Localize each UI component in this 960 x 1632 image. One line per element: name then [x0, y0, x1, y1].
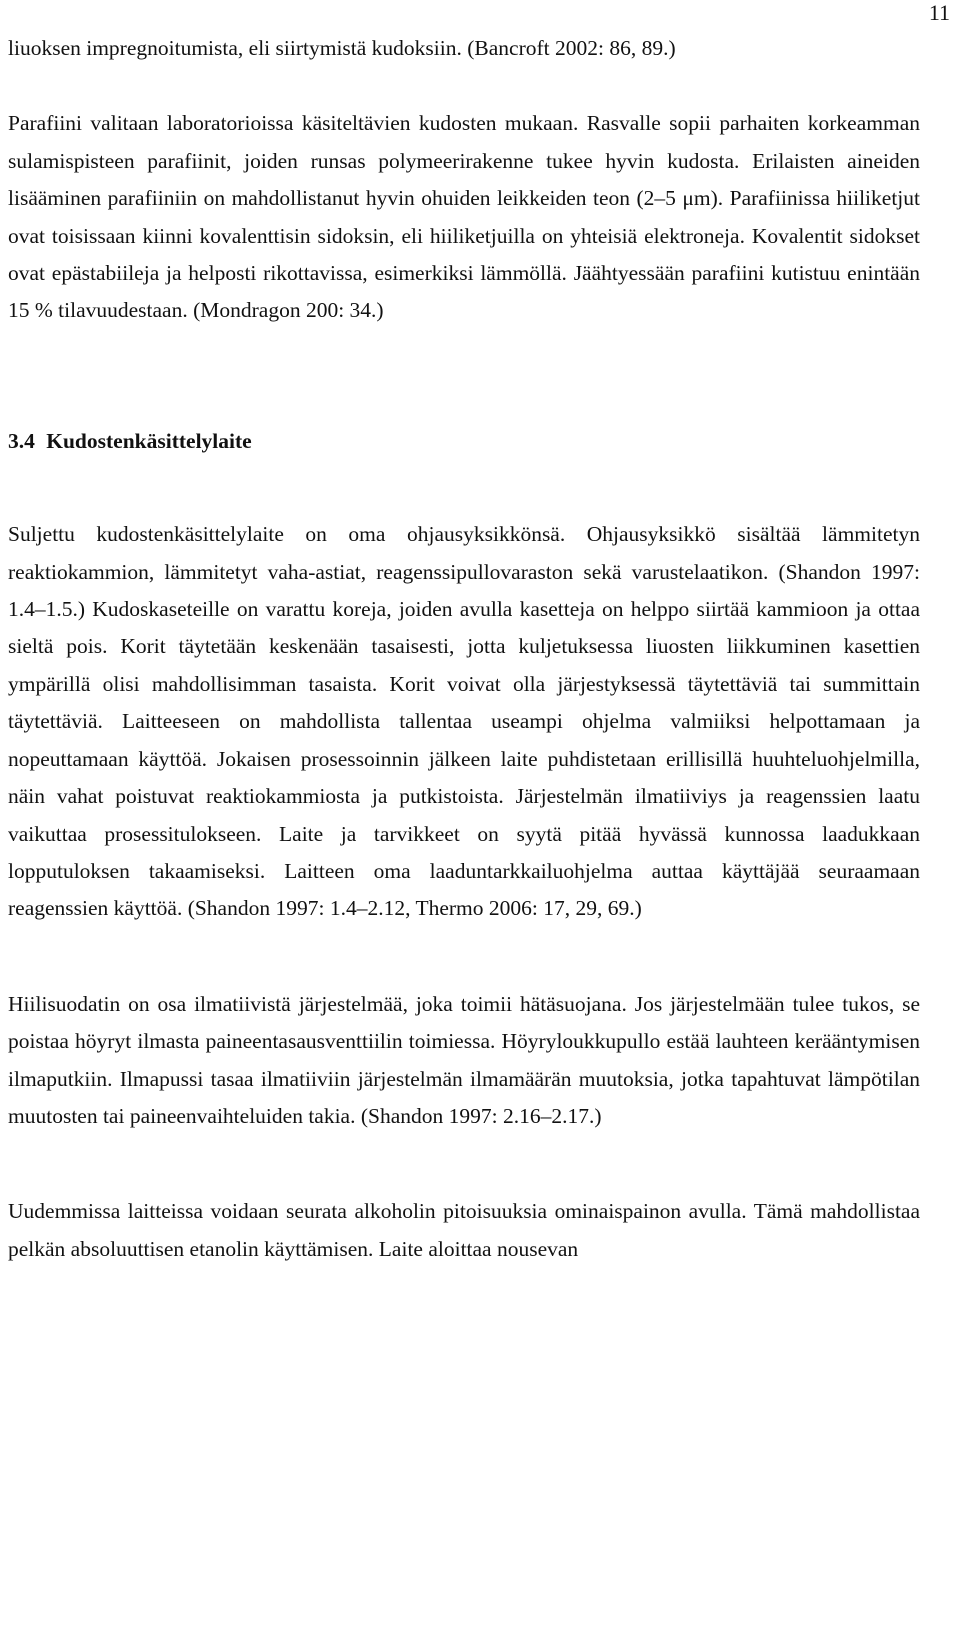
paragraph-gap: [8, 1135, 920, 1193]
paragraph-paraffin: Parafiini valitaan laboratorioissa käsiteltävien kudosten mukaan. Rasvalle sopii parhaiten korkeamman sulamispisteen parafiinit, joiden runsas polymeerirakenne tukee hyvin kudosta. Erilaisten aineiden lisääminen parafiiniin on mahdollistanut hyvin ohuiden leikkeiden teon (2–5 μm). Parafiinissa hiiliketjut ovat toisissaan kiinni kovalenttisin sidoksin, eli hiiliketjuilla on yhteisiä elektroneja. Kovalentit sidokset ovat epästabiileja ja helposti rikottavissa, esimerkiksi lämmöllä. Jäähtyessään parafiini kutistuu enintään 15 % tilavuudestaan. (Mondragon 200: 34.): [8, 111, 920, 323]
page-number: 11: [928, 0, 950, 25]
paragraph-carbon-filter: Hiilisuodatin on osa ilmatiivistä järjestelmää, joka toimii hätäsuojana. Jos järjestelmään tulee tukos, se poistaa höyryt ilmasta paineentasausventtiilin toimiessa. Höyryloukkupullo estää lauhteen kerääntymisen ilmaputkiin. Ilmapussi tasaa ilmatiiviin järjestelmän ilmamäärän muutoksia, jotka tapahtuvat lämpötilan muutosten tai paineenvaihteluiden takia. (Shandon 1997: 2.16–2.17.): [8, 991, 920, 1128]
paragraph-bancroft-citation: liuoksen impregnoitumista, eli siirtymistä kudoksiin. (Bancroft 2002: 86, 89.): [8, 36, 676, 60]
document-body: [8, 30, 920, 1268]
paragraph-tissue-processor: Suljettu kudostenkäsittelylaite on oma ohjausyksikkönsä. Ohjausyksikkö sisältää lämmitetyn reaktiokammion, lämmitetyt vaha-astiat, reagenssipullovaraston sekä varustelaatikon. (Shandon 1997: 1.4–1.5.) Kudoskaseteille on varattu koreja, joiden avulla kasetteja on helppo siirtää kammioon ja ottaa sieltä pois. Korit täytetään keskenään tasaisesti, jotta kuljetuksessa liuosten liikkuminen kasettien ympärillä olisi mahdollisimman tasaista. Korit voivat olla järjestyksessä täytettäviä tai summittain täytettäviä. Laitteeseen on mahdollista tallentaa useampi ohjelma valmiiksi helpottamaan ja nopeuttamaan käyttöä. Jokaisen prosessoinnin jälkeen laite puhdistetaan erillisillä huuhteluohjelmilla, näin vahat poistuvat reaktiokammiosta ja putkistoista. Järjestelmän ilmatiiviys ja reagenssien laatu vaikuttaa prosessitulokseen. Laite ja tarvikkeet on syytä pitää hyvässä kunnossa laadukkaan lopputuloksen takaamiseksi. Laitteen oma laaduntarkkailuohjelma auttaa käyttäjää seuraamaan reagenssien käyttöä. (Shandon 1997: 1.4–2.12, Thermo 2006: 17, 29, 69.): [8, 522, 920, 921]
paragraph-gap: [8, 928, 920, 986]
paragraph-gap: [8, 67, 920, 105]
section-gap: [8, 460, 920, 516]
paragraph-alcohol-monitoring: Uudemmissa laitteissa voidaan seurata alkoholin pitoisuuksia ominaispainon avulla. Tämä mahdollistaa pelkän absoluuttisen etanolin käyttämisen. Laite aloittaa nousevan: [8, 1199, 920, 1261]
section-gap: [8, 330, 920, 423]
section-heading: 3.4 Kudostenkäsittelylaite: [8, 428, 252, 453]
